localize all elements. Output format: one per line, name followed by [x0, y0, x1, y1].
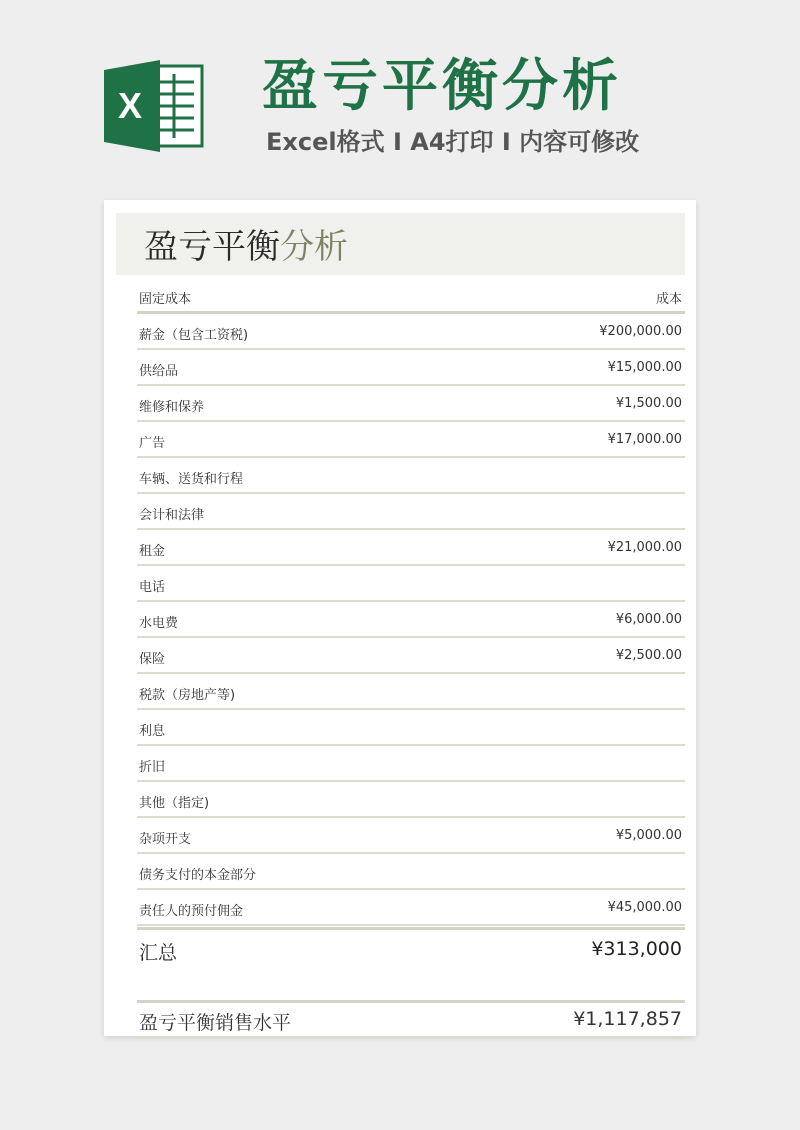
cost-item-label: 税款（房地产等) — [139, 688, 236, 703]
cost-item-value[interactable]: ¥6,000.00 — [615, 612, 682, 627]
cost-item-label: 利息 — [139, 724, 166, 739]
table-row[interactable] — [137, 314, 685, 350]
excel-icon — [104, 58, 204, 154]
cost-item-value[interactable]: ¥1,500.00 — [615, 396, 682, 411]
cost-item-label: 租金 — [139, 544, 166, 559]
cost-item-label: 其他（指定) — [139, 796, 210, 811]
cost-item-label: 保险 — [139, 652, 166, 667]
cost-item-label: 水电费 — [139, 616, 179, 631]
table-row[interactable] — [137, 854, 685, 890]
cost-item-label: 薪金（包含工资税) — [139, 328, 249, 343]
table-row[interactable] — [137, 566, 685, 602]
breakeven-value: ¥1,117,857 — [573, 1008, 682, 1030]
fixed-cost-table — [137, 285, 685, 1039]
table-row[interactable] — [137, 386, 685, 422]
title-band — [116, 213, 685, 275]
table-row[interactable] — [137, 530, 685, 566]
table-row[interactable] — [137, 782, 685, 818]
cost-item-label: 车辆、送货和行程 — [139, 472, 244, 487]
cost-item-value[interactable]: ¥17,000.00 — [607, 432, 682, 447]
excel-logo-letter: X — [117, 85, 143, 126]
cost-item-value[interactable]: ¥2,500.00 — [615, 648, 682, 663]
document-title-accent: 分析 — [280, 227, 348, 267]
total-row — [137, 927, 685, 970]
page-subtitle: Excel格式 I A4打印 I 内容可修改 — [266, 128, 640, 156]
table-row[interactable] — [137, 494, 685, 530]
cost-item-label: 供给品 — [139, 364, 179, 379]
spreadsheet-page — [104, 200, 696, 1036]
table-row[interactable] — [137, 458, 685, 494]
cost-item-value[interactable]: ¥45,000.00 — [607, 900, 682, 915]
table-row[interactable] — [137, 674, 685, 710]
cost-item-label: 会计和法律 — [139, 508, 205, 523]
table-row[interactable] — [137, 422, 685, 458]
table-body — [137, 314, 685, 926]
cost-item-label: 杂项开支 — [139, 832, 192, 847]
cost-item-value[interactable]: ¥200,000.00 — [599, 324, 682, 339]
page-title: 盈亏平衡分析 — [262, 54, 622, 119]
table-row[interactable] — [137, 350, 685, 386]
cost-item-label: 责任人的预付佣金 — [139, 904, 244, 919]
document-title-main: 盈亏平衡 — [144, 227, 280, 267]
column-header-item: 固定成本 — [139, 292, 192, 307]
table-row[interactable] — [137, 638, 685, 674]
table-row[interactable] — [137, 818, 685, 854]
breakeven-label: 盈亏平衡销售水平 — [139, 1012, 292, 1034]
table-row[interactable] — [137, 710, 685, 746]
cost-item-label: 债务支付的本金部分 — [139, 868, 257, 883]
cost-item-label: 电话 — [139, 580, 166, 595]
cost-item-value[interactable]: ¥5,000.00 — [615, 828, 682, 843]
document-title — [144, 225, 348, 269]
column-header-cost: 成本 — [655, 292, 682, 307]
table-row[interactable] — [137, 746, 685, 782]
cost-item-label: 广告 — [139, 436, 166, 451]
total-value: ¥313,000 — [591, 938, 682, 960]
cost-item-value[interactable]: ¥21,000.00 — [607, 540, 682, 555]
total-label: 汇总 — [139, 942, 178, 964]
table-header — [137, 285, 685, 314]
breakeven-row — [137, 1000, 685, 1039]
promo-header — [0, 0, 800, 200]
cost-item-value[interactable]: ¥15,000.00 — [607, 360, 682, 375]
table-row[interactable] — [137, 890, 685, 926]
cost-item-label: 折旧 — [139, 760, 166, 775]
cost-item-label: 维修和保养 — [139, 400, 205, 415]
table-row[interactable] — [137, 602, 685, 638]
